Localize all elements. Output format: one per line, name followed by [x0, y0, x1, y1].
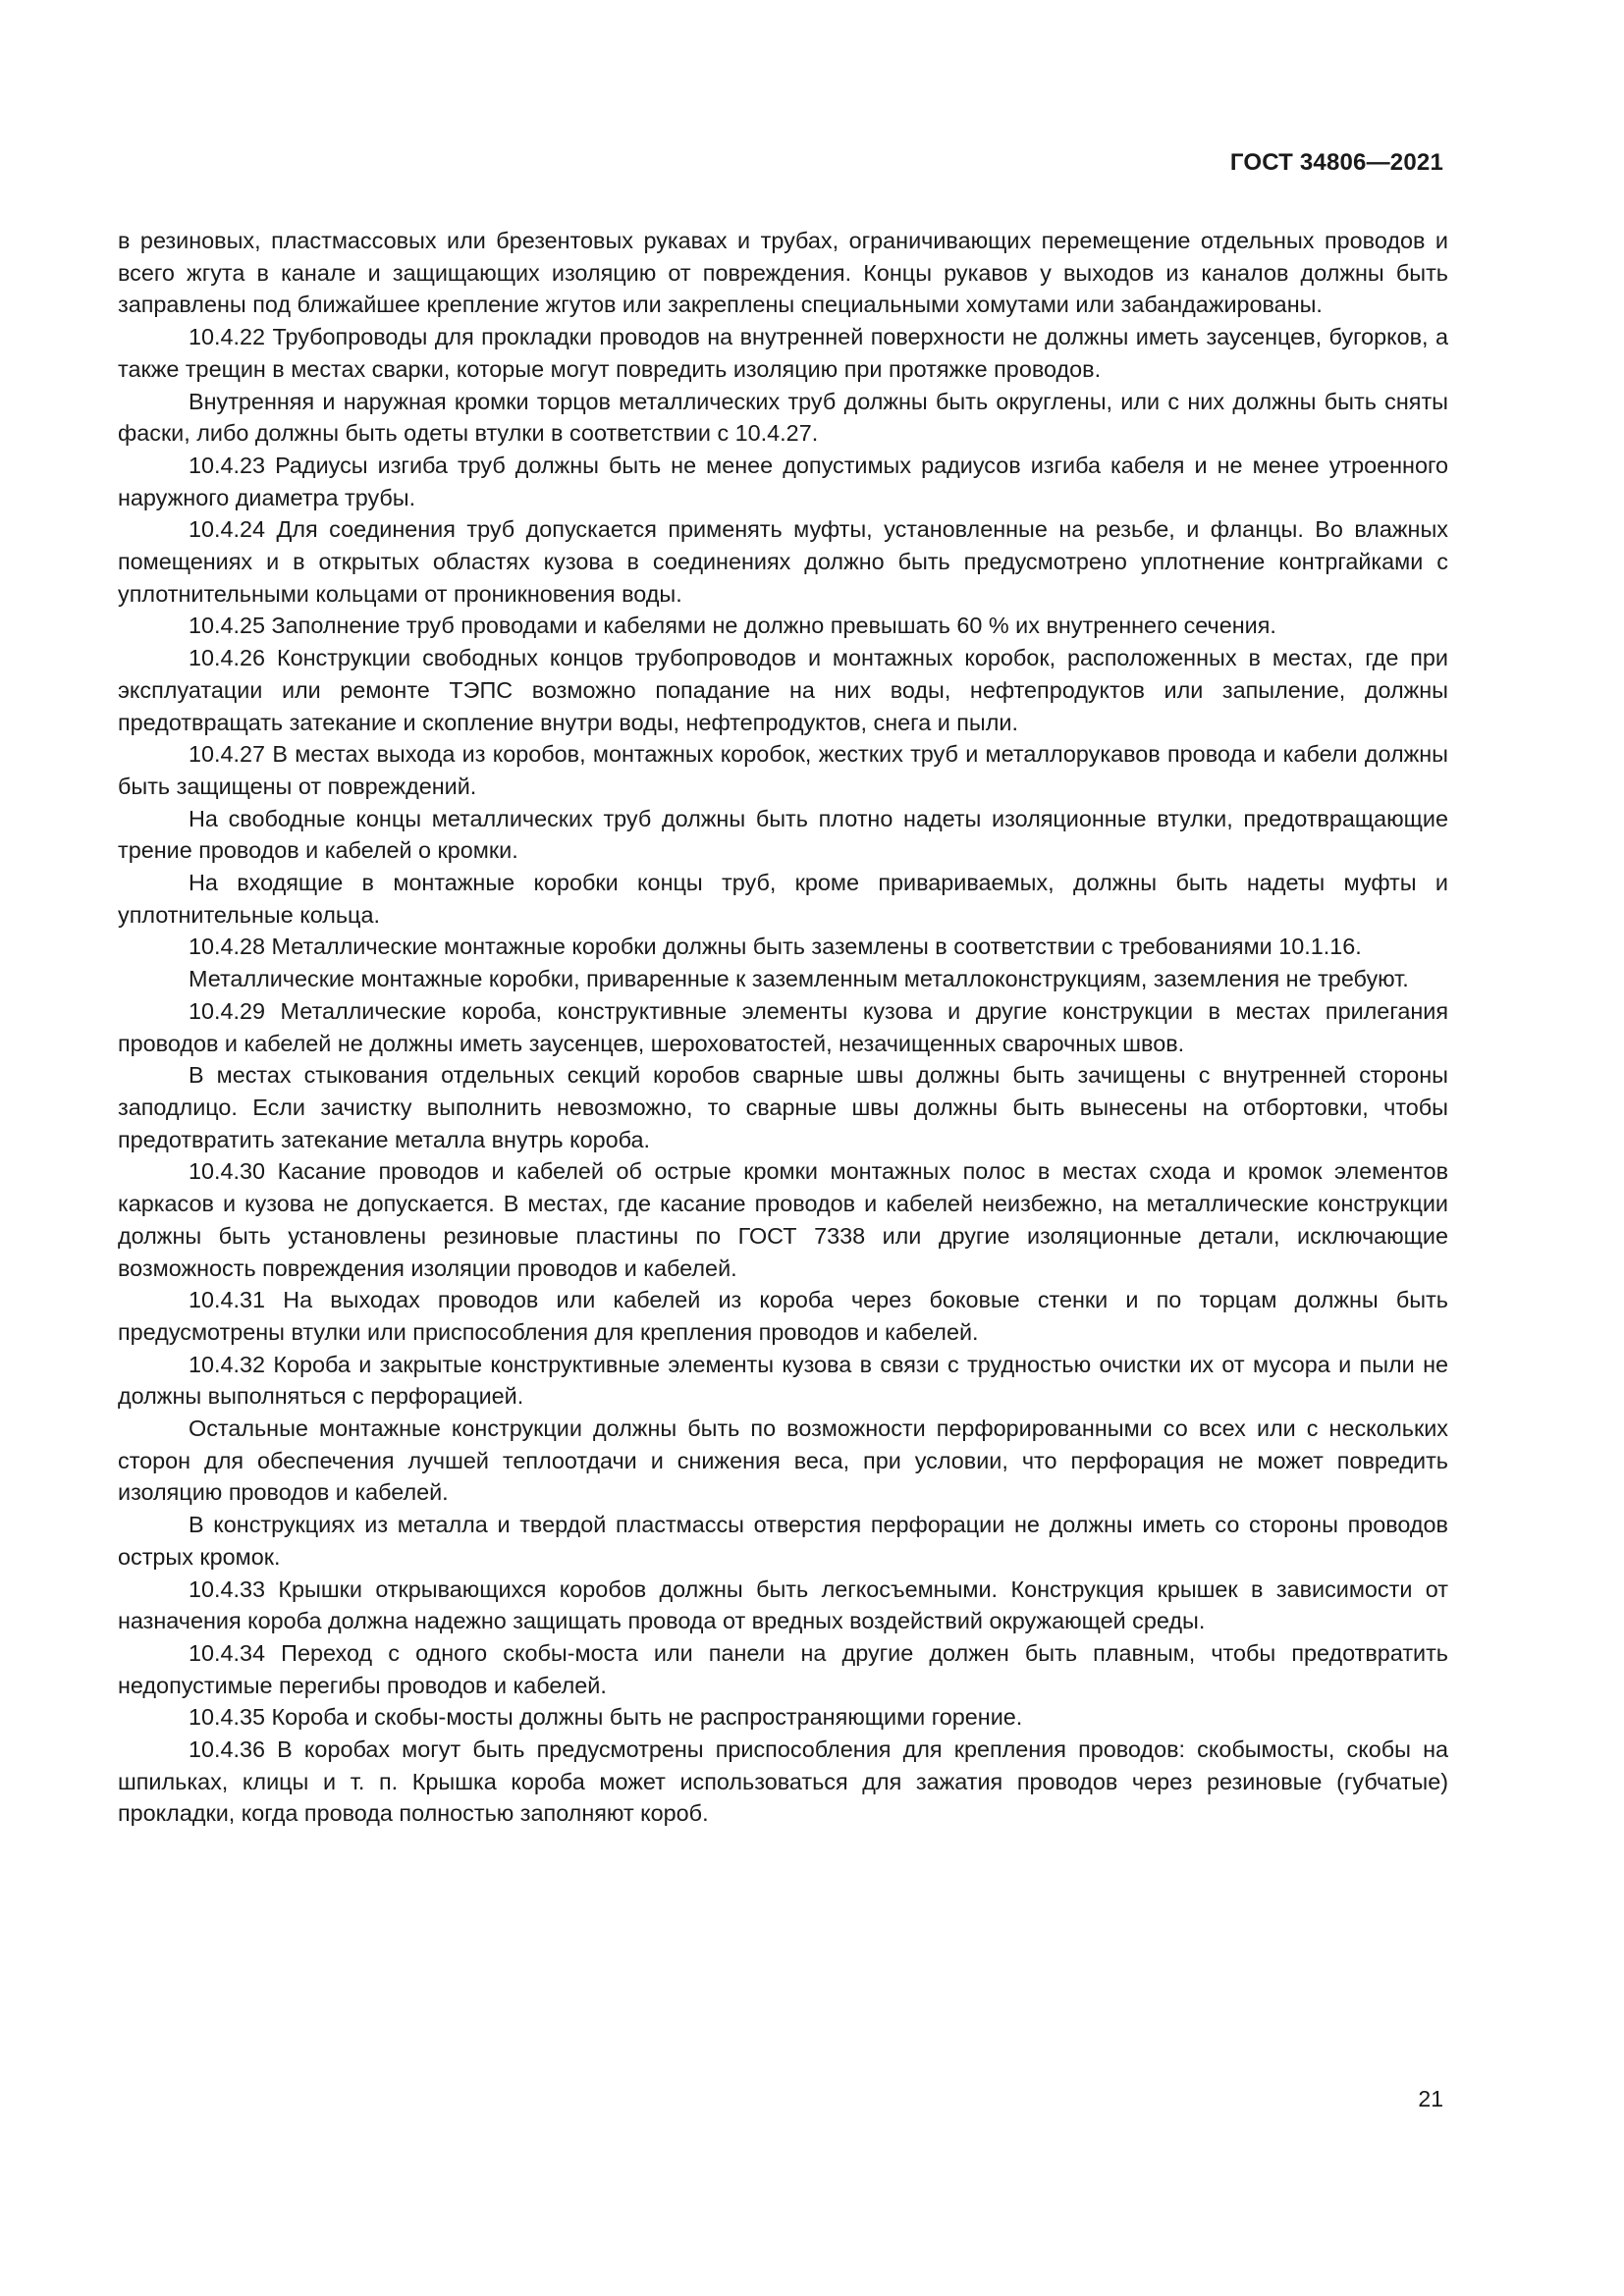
paragraph: В местах стыкования отдельных секций коробов сварные швы должны быть зачищены с внутренней стороны заподлицо. Если зачистку выполнить невозможно, то сварные швы должны быть вынесены на отбортовки, чтобы предотвратить затекание металла внутрь короба. — [118, 1062, 1448, 1152]
paragraph: На свободные концы металлических труб должны быть плотно надеты изоляционные втулки, предотвращающие трение проводов и кабелей о кромки. — [118, 805, 1448, 864]
paragraph: В конструкциях из металла и твердой пластмассы отверстия перфорации не должны иметь со стороны проводов острых кромок. — [118, 1512, 1448, 1570]
page-number: 21 — [1418, 2086, 1443, 2111]
paragraph: 10.4.29 Металлические короба, конструктивные элементы кузова и другие конструкции в местах прилегания проводов и кабелей не должны иметь заусенцев, шероховатостей, незачищенных сварочных швов. — [118, 997, 1448, 1056]
paragraph: 10.4.26 Конструкции свободных концов трубопроводов и монтажных коробок, расположенных в местах, где при эксплуатации или ремонте ТЭПС возможно попадание на них воды, нефтепродуктов или запыление, должны предотвращать затекание и скопление внутри воды, нефтепродуктов, снега и пыли. — [118, 645, 1448, 735]
paragraph: 10.4.24 Для соединения труб допускается применять муфты, установленные на резьбе, и фланцы. Во влажных помещениях и в открытых областях кузова в соединениях должно быть предусмотрено уплотнение контргайками с уплотнительными кольцами от проникновения воды. — [118, 516, 1448, 607]
paragraph: 10.4.30 Касание проводов и кабелей об острые кромки монтажных полос в местах схода и кромок элементов каркасов и кузова не допускается. В местах, где касание проводов и кабелей неизбежно, на металлические конструкции должны быть установлены резиновые пластины по ГОСТ 7338 или другие изоляционные детали, исключающие возможность повреждения изоляции проводов и кабелей. — [118, 1158, 1448, 1281]
document-header: ГОСТ 34806—2021 — [1229, 149, 1443, 176]
paragraph: Внутренняя и наружная кромки торцов металлических труб должны быть округлены, или с них должны быть сняты фаски, либо должны быть одеты втулки в соответствии с 10.4.27. — [118, 388, 1448, 447]
paragraph: На входящие в монтажные коробки концы труб, кроме привариваемых, должны быть надеты муфты и уплотнительные кольца. — [118, 870, 1448, 928]
paragraph: Остальные монтажные конструкции должны быть по возможности перфорированными со всех или с нескольких сторон для обеспечения лучшей теплоотдачи и снижения веса, при условии, что перфорация не может повредить изоляцию проводов и кабелей. — [118, 1415, 1448, 1506]
paragraph: 10.4.25 Заполнение труб проводами и кабелями не должно превышать 60 % их внутреннего сечения. — [189, 613, 1276, 639]
paragraph: 10.4.32 Короба и закрытые конструктивные элементы кузова в связи с трудностью очистки их от мусора и пыли не должны выполняться с перфорацией. — [118, 1351, 1448, 1410]
paragraph: 10.4.35 Короба и скобы-мосты должны быть не распространяющими горение. — [189, 1704, 1023, 1731]
paragraph: 10.4.28 Металлические монтажные коробки должны быть заземлены в соответствии с требованиями 10.1.16. — [189, 934, 1362, 960]
paragraph: 10.4.23 Радиусы изгиба труб должны быть не менее допустимых радиусов изгиба кабеля и не менее утроенного наружного диаметра трубы. — [118, 452, 1448, 510]
paragraph: 10.4.27 В местах выхода из коробов, монтажных коробок, жестких труб и металлорукавов провода и кабели должны быть защищены от повреждений. — [118, 741, 1448, 799]
paragraph: 10.4.36 В коробах могут быть предусмотрены приспособления для крепления проводов: скобымосты, скобы на шпильках, клицы и т. п. Крышка короба может использоваться для зажатия проводов через резиновые (губчатые) прокладки, когда провода полностью заполняют короб. — [118, 1736, 1448, 1827]
document-body — [118, 225, 1448, 1830]
paragraph: 10.4.34 Переход с одного скобы-моста или панели на другие должен быть плавным, чтобы предотвратить недопустимые перегибы проводов и кабелей. — [118, 1639, 1448, 1698]
paragraph: 10.4.22 Трубопроводы для прокладки проводов на внутренней поверхности не должны иметь заусенцев, бугорков, а также трещин в местах сварки, которые могут повредить изоляцию при протяжке проводов. — [118, 324, 1448, 382]
paragraph: в резиновых, пластмассовых или брезентовых рукавах и трубах, ограничивающих перемещение отдельных проводов и всего жгута в канале и защищающих изоляцию от повреждения. Концы рукавов у выходов из каналов должны быть заправлены под ближайшее крепление жгутов или закреплены специальными хомутами или забандажированы. — [118, 228, 1448, 318]
paragraph: 10.4.31 На выходах проводов или кабелей из короба через боковые стенки и по торцам должны быть предусмотрены втулки или приспособления для крепления проводов и кабелей. — [118, 1287, 1448, 1345]
paragraph: Металлические монтажные коробки, приваренные к заземленным металлоконструкциям, заземления не требуют. — [189, 966, 1409, 992]
paragraph: 10.4.33 Крышки открывающихся коробов должны быть легкосъемными. Конструкция крышек в зависимости от назначения короба должна надежно защищать провода от вредных воздействий окружающей среды. — [118, 1575, 1448, 1634]
